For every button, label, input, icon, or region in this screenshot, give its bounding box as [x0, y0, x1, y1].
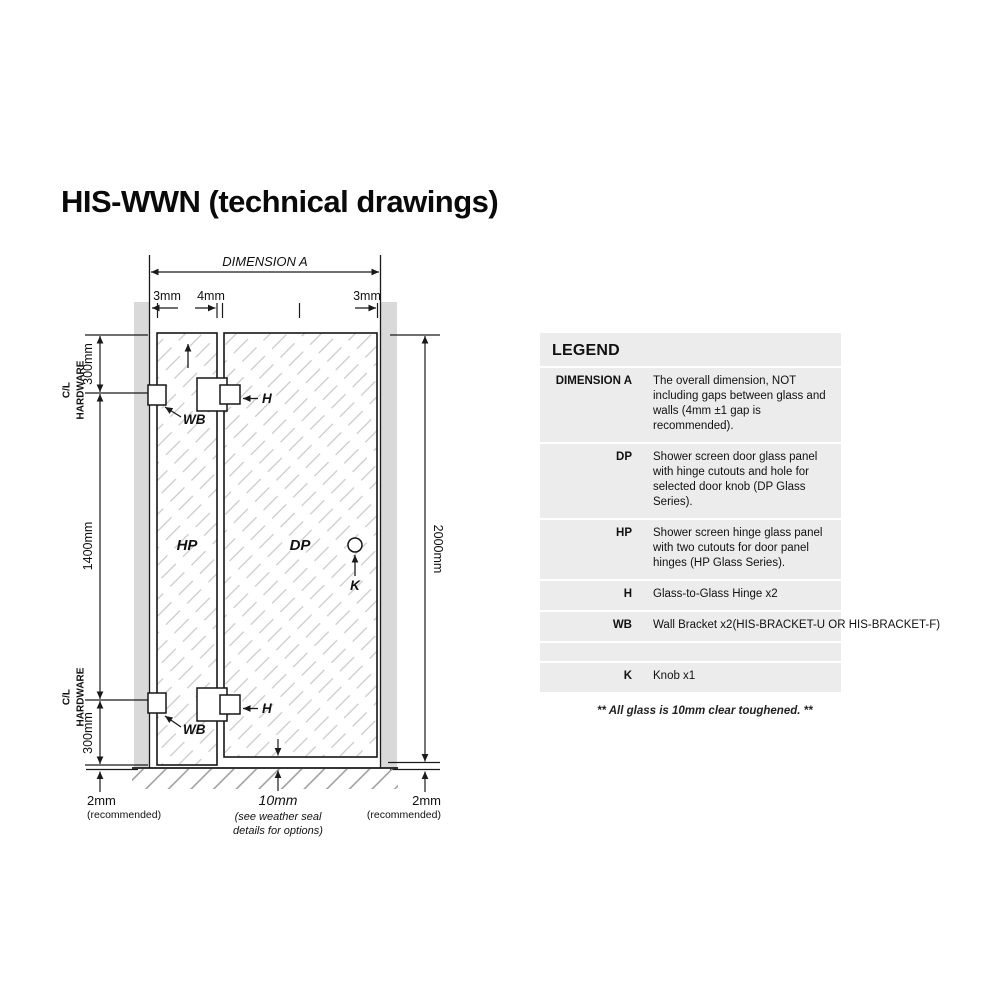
floor-gap-left-note: (recommended) — [87, 809, 162, 821]
page-title: HIS-WWN (technical drawings) — [61, 184, 499, 219]
dim-300-top-label: 300mm — [81, 343, 95, 385]
gap-left-label: 3mm — [153, 289, 181, 303]
legend-term: DP — [616, 451, 632, 463]
floor-gap-right-note: (recommended) — [366, 809, 441, 821]
legend-desc: Shower screen hinge glass panel with two cutouts for door panel hinges (HP Glass Series). — [653, 527, 823, 569]
legend-row-hp — [540, 518, 841, 579]
legend-desc — [653, 649, 829, 653]
knob-circle — [348, 538, 362, 552]
legend-row-dp — [540, 442, 841, 518]
dim-1400-label: 1400mm — [81, 521, 95, 571]
legend-panel — [540, 333, 941, 692]
bracket-top-label: WB — [183, 412, 206, 427]
cl-hardware-bottom-line2: HARDWARE — [75, 667, 87, 727]
legend-term — [540, 649, 632, 653]
legend-desc: Knob x1 — [653, 670, 696, 682]
dimension-a-group — [151, 254, 379, 272]
legend-desc: The overall dimension, NOT including gaps between glass and walls (4mm ±1 gap is recommended). — [653, 375, 826, 432]
dp-panel-label: DP — [289, 537, 311, 554]
legend-term: H — [623, 588, 632, 600]
floor-gap-mid-note2: details for options) — [233, 825, 323, 837]
wall-right — [380, 302, 397, 768]
legend-desc: Glass-to-Glass Hinge x2 — [653, 588, 778, 600]
bracket-body — [148, 385, 166, 405]
floor-gap-mid-note1: (see weather seal — [234, 811, 322, 823]
dimension-a-label: DIMENSION A — [222, 254, 308, 269]
bracket-body — [148, 693, 166, 713]
gap-mid-label: 4mm — [197, 289, 225, 303]
glass-footnote: ** All glass is 10mm clear toughened. ** — [597, 705, 813, 717]
gap-right-label: 3mm — [353, 289, 381, 303]
floor-hatch — [132, 769, 398, 789]
cl-hardware-top-line1: C/L — [61, 381, 73, 399]
gap-dimensions — [152, 289, 381, 318]
hinge-tab — [220, 385, 240, 404]
legend-title: LEGEND — [552, 342, 620, 359]
dim-300-bottom-label: 300mm — [81, 712, 95, 754]
cl-hardware-bottom-line1: C/L — [61, 688, 73, 706]
dim-2000-label: 2000mm — [431, 524, 445, 574]
floor-gap-left-label: 2mm — [87, 793, 116, 808]
legend-row-dimension-a — [540, 366, 841, 442]
floor-gap-right-label: 2mm — [412, 793, 441, 808]
legend-term: HP — [616, 527, 632, 539]
legend-term: DIMENSION A — [555, 375, 632, 387]
wall-right-strip — [380, 302, 397, 768]
technical-drawing — [50, 240, 510, 840]
hinge-bottom-label: H — [262, 701, 272, 716]
knob-label: K — [350, 578, 360, 593]
legend-desc: Wall Bracket x2(HIS-BRACKET-U OR HIS-BRACKET-F) — [653, 619, 941, 631]
legend-term: K — [623, 670, 632, 682]
floor-gap-mid-label: 10mm — [258, 792, 298, 808]
cl-hardware-top-line2: HARDWARE — [75, 360, 87, 420]
right-dimension — [367, 335, 445, 821]
legend-row-k — [540, 661, 841, 692]
hinge-top-label: H — [262, 391, 272, 406]
hinge-tab — [220, 695, 240, 714]
bracket-bottom-label: WB — [183, 722, 206, 737]
legend-desc: Shower screen door glass panel with hinge cutouts and hole for selected door knob (DP Glass Series). — [653, 451, 818, 508]
legend-row-h — [540, 579, 841, 610]
legend-row-wb — [540, 610, 941, 641]
legend-row-empty — [540, 641, 841, 661]
floor — [132, 768, 398, 789]
legend-term: WB — [612, 619, 632, 631]
hp-panel-label: HP — [176, 537, 198, 554]
